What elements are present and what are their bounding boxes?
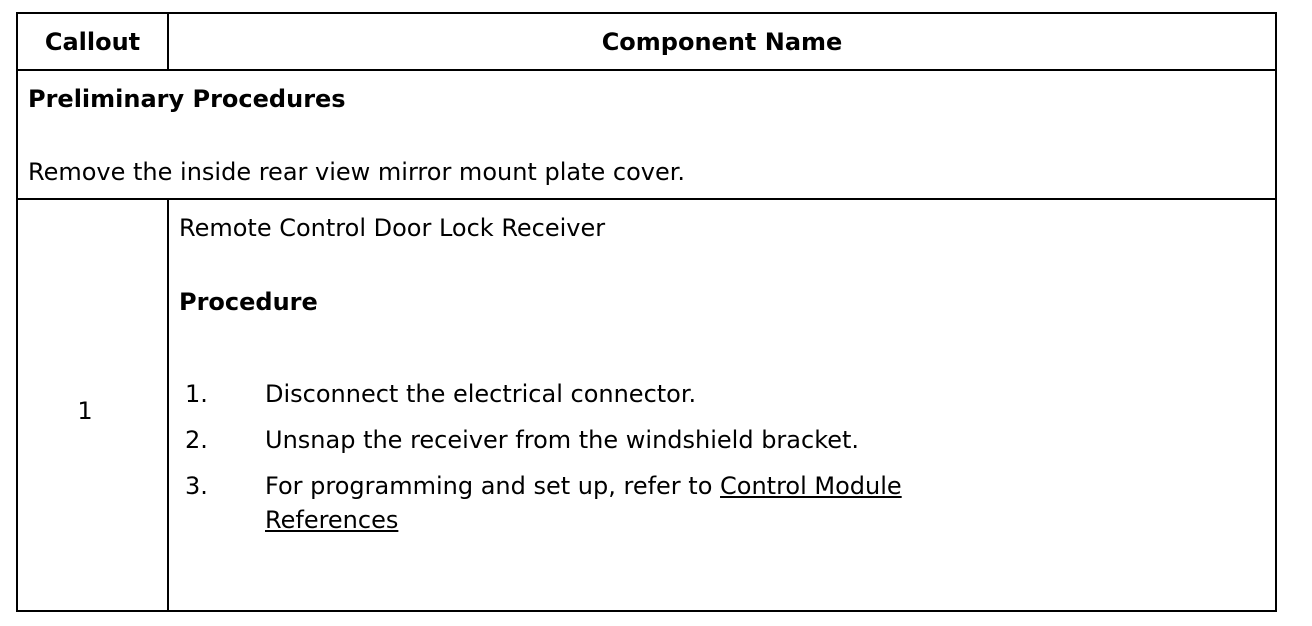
preliminary-procedures-title: Preliminary Procedures — [28, 85, 346, 113]
procedure-heading: Procedure — [179, 288, 318, 316]
component-name: Remote Control Door Lock Receiver — [179, 214, 606, 242]
step-text-prefix: For programming and set up, refer to — [265, 472, 721, 500]
table-header-row — [18, 14, 1275, 71]
step-text: Unsnap the receiver from the windshield bracket. — [265, 426, 860, 454]
step-text — [265, 469, 1045, 537]
table-row — [18, 200, 1275, 610]
callout-cell — [18, 200, 169, 610]
step-number: 3. — [185, 472, 208, 500]
step-number: 1. — [185, 380, 208, 408]
link-text-line1[interactable]: Control Module — [720, 472, 902, 500]
preliminary-procedures-row — [18, 71, 1275, 200]
component-table — [16, 12, 1277, 612]
step-text: Disconnect the electrical connector. — [265, 380, 697, 408]
callout-column-header: Callout — [18, 14, 169, 69]
component-cell — [169, 200, 1275, 610]
component-name-column-header: Component Name — [601, 27, 843, 56]
step-number: 2. — [185, 426, 208, 454]
link-text-line2[interactable]: References — [265, 506, 399, 534]
callout-number: 1 — [77, 397, 93, 425]
preliminary-procedure-text: Remove the inside rear view mirror mount plate cover. — [28, 158, 686, 186]
